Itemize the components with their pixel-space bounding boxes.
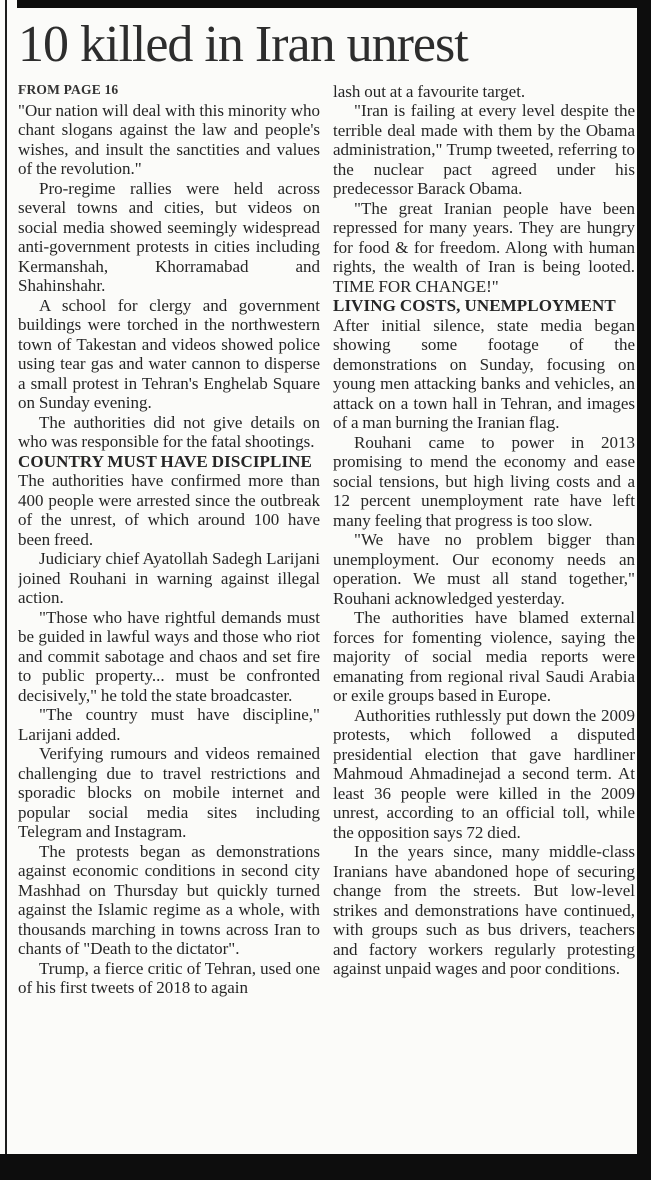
continuation-kicker: FROM PAGE 16	[18, 81, 119, 97]
column-rule-left	[5, 0, 7, 1154]
article-paragraph: "The country must have discipline," Larijani added.	[18, 705, 320, 744]
article-paragraph: The authorities have blamed external forces for fomenting violence, saying the majority of social media reports were emanating from regional rival Saudi Arabia or exile groups based in Europe.	[333, 608, 635, 706]
article-paragraph: A school for clergy and government buildings were torched in the northwestern town of Takestan and videos showed police using tear gas and water cannon to disperse a small protest in Tehran's Enghelab Square on Sunday evening.	[18, 295, 320, 413]
section-subhead: COUNTRY MUST HAVE DISCIPLINE	[18, 451, 312, 471]
article-body	[18, 8, 635, 1154]
article-paragraph: "Those who have rightful demands must be guided in lawful ways and those who riot and commit sabotage and chaos and set fire to public property... must be confronted decisively," he told the state broadcaster.	[18, 607, 320, 705]
article-paragraph: "The great Iranian people have been repressed for many years. They are hungry for food & for freedom. Along with human rights, the wealth of Iran is being looted. TIME FOR CHANGE!"	[333, 198, 635, 296]
article-columns	[18, 82, 635, 998]
article-paragraph: lash out at a favourite target.	[333, 81, 526, 101]
scan-border-bottom	[0, 1154, 651, 1180]
article-paragraph: Verifying rumours and videos remained challenging due to travel restrictions and sporadic blocks on mobile internet and popular social media sites including Telegram and Instagram.	[18, 744, 320, 842]
section-subhead: LIVING COSTS, UNEMPLOYMENT	[333, 296, 616, 316]
article-paragraph: Pro-regime rallies were held across several towns and cities, but videos on social media showed seemingly widespread anti-government protests in cities including Kermanshah, Khorramabad and Shahinshahr.	[18, 178, 320, 296]
article-paragraph: The protests began as demonstrations against economic conditions in second city Mashhad on Thursday but quickly turned against the Islamic regime as a whole, with thousands marching in towns across Iran to chants of "Death to the dictator".	[18, 841, 320, 959]
article-paragraph: Rouhani came to power in 2013 promising to mend the economy and ease social tensions, but high living costs and a 12 percent unemployment rate have left many feeling that progress is too slow.	[333, 432, 635, 530]
article-paragraph: Judiciary chief Ayatollah Sadegh Larijani joined Rouhani in warning against illegal action.	[18, 549, 320, 608]
article-paragraph: "Our nation will deal with this minority who chant slogans against the law and people's wishes, and insult the sanctities and values of the revolution."	[18, 100, 320, 179]
article-paragraph: "Iran is failing at every level despite the terrible deal made with them by the Obama administration," Trump tweeted, referring to the nuclear pact agreed under his predecessor Barack Obama.	[333, 101, 635, 199]
article-paragraph: The authorities have confirmed more than 400 people were arrested since the outbreak of the unrest, of which around 100 have been freed.	[18, 471, 320, 549]
column-left	[18, 82, 320, 998]
column-right-paragraphs	[333, 82, 635, 979]
article-paragraph: Trump, a fierce critic of Tehran, used one of his first tweets of 2018 to again	[18, 958, 320, 998]
article-paragraph: After initial silence, state media began showing some footage of the demonstrations on Sunday, focusing on young men attacking banks and vehicles, an attack on a town hall in Tehran, and images of a man burning the Iranian flag.	[333, 315, 635, 433]
article-paragraph: The authorities did not give details on who was responsible for the fatal shootings.	[18, 412, 320, 452]
article-headline: 10 killed in Iran unrest	[18, 16, 468, 73]
scan-border-top	[17, 0, 651, 8]
column-left-paragraphs	[18, 101, 320, 998]
article-paragraph: Authorities ruthlessly put down the 2009 protests, which followed a disputed presidential election that gave hardliner Mahmoud Ahmadinejad a second term. At least 36 people were killed in the 2009 unrest, according to an official toll, while the opposition says 72 died.	[333, 705, 635, 842]
scan-border-right	[637, 0, 651, 1180]
article-paragraph: "We have no problem bigger than unemployment. Our economy needs an operation. We must all stand together," Rouhani acknowledged yesterday.	[333, 530, 635, 608]
article-paragraph: In the years since, many middle-class Iranians have abandoned hope of securing change from the streets. But low-level strikes and demonstrations have continued, with groups such as bus drivers, teachers and factory workers regularly protesting against unpaid wages and poor conditions.	[333, 842, 635, 979]
column-right	[333, 82, 635, 998]
